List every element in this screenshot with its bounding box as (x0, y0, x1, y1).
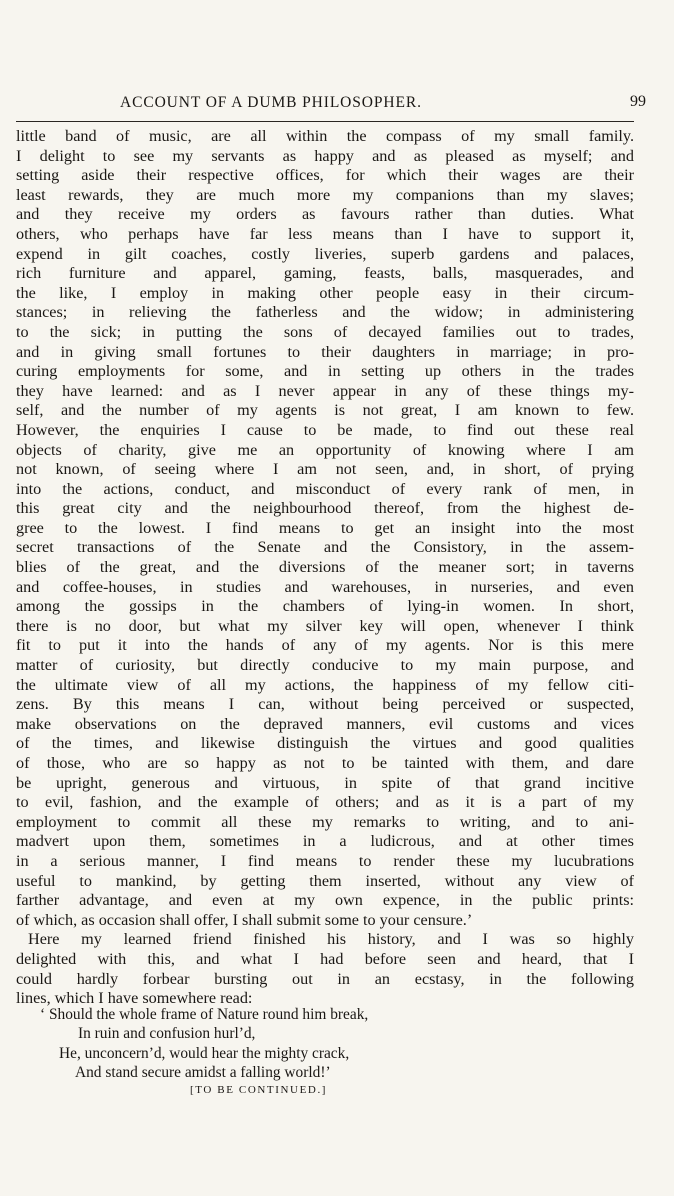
text-line: blies of the great, and the diversions of the meaner sort; in taverns (16, 558, 634, 577)
text-line: gree to the lowest. I find means to get an insight into the most (16, 518, 634, 537)
text-line: self, and the number of my agents is not great, I am known to few. (16, 401, 634, 420)
text-line: and in giving small fortunes to their daughters in marriage; in pro- (16, 342, 634, 361)
text-line: Here my learned friend finished his history, and I was so highly (28, 930, 634, 949)
verse-line: In ruin and confusion hurl’d, (78, 1025, 256, 1043)
text-line: little band of music, are all within the compass of my small family. (16, 127, 634, 145)
text-line: into the actions, conduct, and misconduct of every rank of men, in (16, 479, 634, 498)
text-line: matter of curiosity, but directly conducive to my main purpose, and (16, 656, 634, 675)
to-be-continued-note: [TO BE CONTINUED.] (190, 1084, 328, 1096)
text-line: curing employments for some, and in setting up others in the trades (16, 362, 634, 381)
text-line: farther advantage, and even at my own expence, in the public prints: (16, 891, 634, 910)
text-line: others, who perhaps have far less means than I have to support it, (16, 224, 634, 243)
text-line: stances; in relieving the fatherless and the widow; in administering (16, 303, 634, 322)
text-line: they have learned: and as I never appear in any of these things my- (16, 381, 634, 400)
text-line: useful to mankind, by getting them inserted, without any view of (16, 871, 634, 890)
verse-line: ‘ Should the whole frame of Nature round him break, (40, 1006, 369, 1023)
page-number: 99 (630, 93, 646, 110)
text-line: of those, who are so happy as not to be tainted with them, and dare (16, 754, 634, 772)
text-line: the like, I employ in making other people easy in their circum- (16, 283, 634, 302)
text-line: among the gossips in the chambers of lying-in women. In short, (16, 597, 634, 616)
text-line: employment to commit all these my remarks to writing, and to ani- (16, 812, 634, 831)
text-line: make observations on the depraved manners, evil customs and vices (16, 714, 634, 733)
verse-quotation (40, 1005, 500, 1083)
text-line: could hardly forbear bursting out in an ecstasy, in the following (16, 969, 634, 988)
text-line: least rewards, they are much more my companions than my slaves; (16, 185, 634, 204)
text-line: objects of charity, give me an opportunity of knowing where I am (16, 440, 634, 459)
text-line: rich furniture and apparel, gaming, feasts, balls, masquerades, and (16, 264, 634, 283)
text-line: this great city and the neighbourhood thereof, from the highest de- (16, 499, 634, 518)
text-line: of which, as occasion shall offer, I shall submit some to your censure.’ (16, 910, 473, 929)
text-line: fit to put it into the hands of any of my agents. Nor is this mere (16, 636, 634, 655)
text-line: I delight to see my servants as happy and as pleased as myself; and (16, 146, 634, 165)
text-line: be upright, generous and virtuous, in spite of that grand incitive (16, 773, 634, 792)
text-line: However, the enquiries I cause to be made, to find out these real (16, 420, 634, 439)
body-text (16, 127, 634, 1009)
text-line: expend in gilt coaches, costly liveries, superb gardens and palaces, (16, 244, 634, 263)
verse-line: And stand secure amidst a falling world!’ (75, 1064, 331, 1082)
text-line: delighted with this, and what I had before seen and heard, that I (16, 949, 634, 968)
header-rule (16, 121, 634, 122)
text-line: in a serious manner, I find means to render these my lucubrations (16, 851, 634, 870)
text-line: secret transactions of the Senate and the Consistory, in the assem- (16, 538, 634, 557)
text-line: to evil, fashion, and the example of others; and as it is a part of my (16, 793, 634, 812)
running-head-title: ACCOUNT OF A DUMB PHILOSOPHER. (120, 94, 422, 111)
verse-line: He, unconcern’d, would hear the mighty crack, (59, 1044, 350, 1062)
text-line: to the sick; in putting the sons of decayed families out to trades, (16, 322, 634, 341)
text-line: lines, which I have somewhere read: (16, 989, 253, 1008)
running-head (60, 94, 650, 116)
text-line: not known, of seeing where I am not seen, and, in short, of prying (16, 460, 634, 479)
text-line: there is no door, but what my silver key will open, whenever I think (16, 616, 634, 635)
text-line: and coffee-houses, in studies and warehouses, in nurseries, and even (16, 577, 634, 596)
text-line: the ultimate view of all my actions, the happiness of my fellow citi- (16, 675, 634, 694)
text-line: and they receive my orders as favours rather than duties. What (16, 205, 634, 224)
text-line: setting aside their respective offices, for which their wages are their (16, 166, 634, 185)
text-line: madvert upon them, sometimes in a ludicrous, and at other times (16, 832, 634, 851)
text-line: zens. By this means I can, without being perceived or suspected, (16, 695, 634, 714)
text-line: of the times, and likewise distinguish the virtues and good qualities (16, 734, 634, 753)
